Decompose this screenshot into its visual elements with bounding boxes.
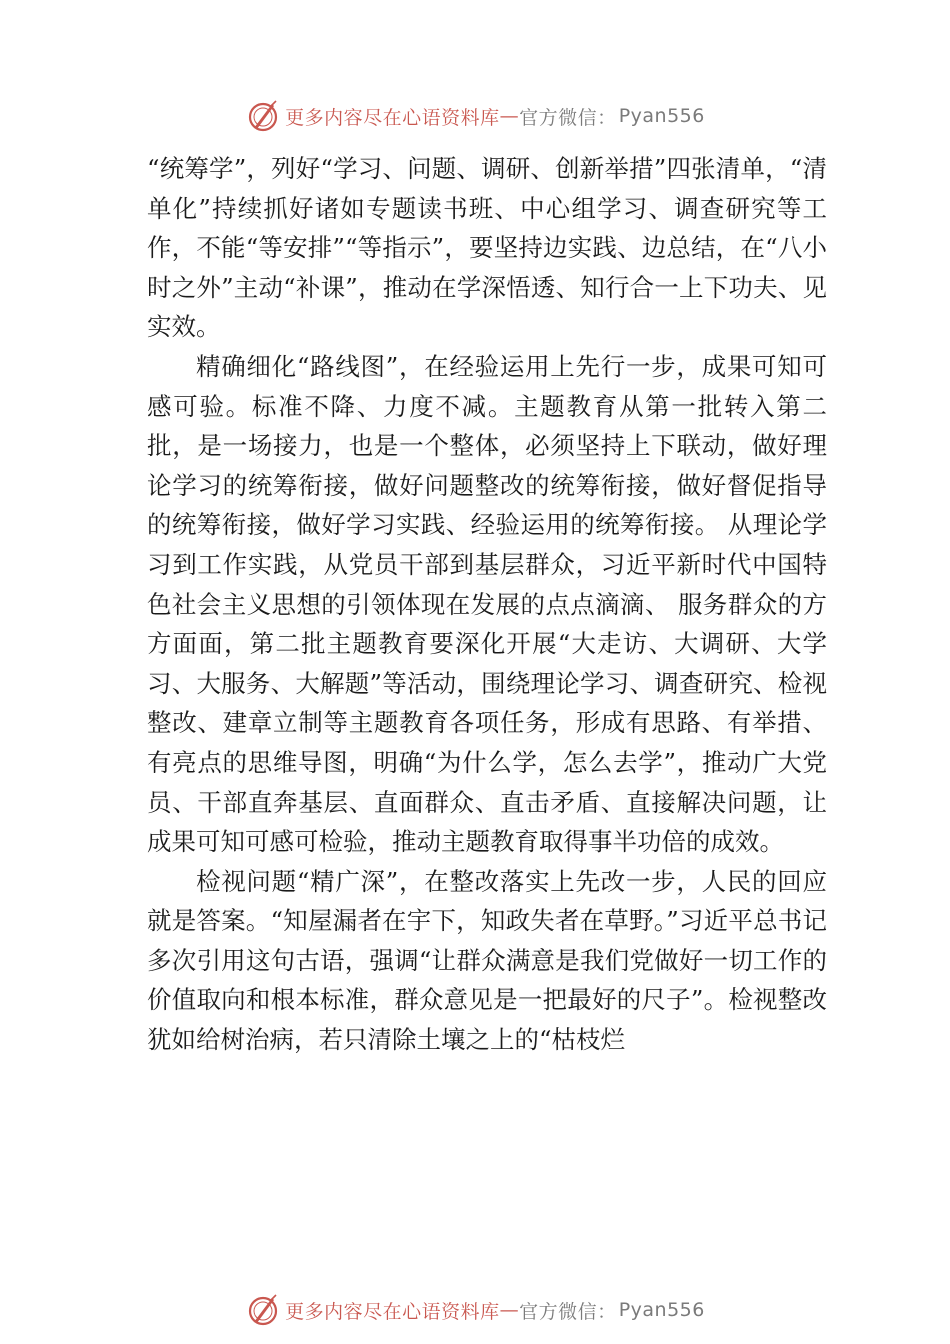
banner-account: Pyan556 xyxy=(618,1299,705,1321)
header-banner xyxy=(0,96,950,136)
paragraph-3: 检视问题“精广深”，在整改落实上先改一步，人民的回应就是答案。“知屋漏者在宇下，知政失者在草野。”习近平总书记多次引用这句古语，强调“让群众满意是我们党做好一切工作的价值取向和根本标准，群众意见是一把最好的尺子”。检视整改犹如给树治病，若只清除土壤之上的“枯枝烂 xyxy=(147,866,827,1055)
quill-seal-icon xyxy=(245,98,281,134)
banner-wechat-label: 官方微信： xyxy=(519,1300,617,1323)
document-body xyxy=(147,149,827,1060)
banner-brand: 更多内容尽在心语资料库 xyxy=(285,106,500,129)
banner-account: Pyan556 xyxy=(618,105,705,127)
banner-dash: — xyxy=(499,105,520,127)
footer-banner xyxy=(0,1290,950,1330)
paragraph-1: “统筹学”，列好“学习、问题、调研、创新举措”四张清单，“清单化”持续抓好诸如专题读书班、中心组学习、调查研究等工作，不能“等安排”“等指示”，要坚持边实践、边总结，在“八小时之外”主动“补课”，推动在学深悟透、知行合一上下功夫、见实效。 xyxy=(147,154,827,342)
quill-seal-icon xyxy=(245,1292,281,1328)
paragraph-2: 精确细化“路线图”，在经验运用上先行一步，成果可知可感可验。标准不降、力度不减。主题教育从第一批转入第二批，是一场接力，也是一个整体，必须坚持上下联动，做好理论学习的统筹衔接，做好问题整改的统筹衔接，做好督促指导的统筹衔接，做好学习实践、经验运用的统筹衔接。 从理论学习到工作实践，从党员干部到基层群众，习近平新时代中国特色社会主义思想的引领体现在发展的点点滴滴、 服务群众的方方面面，第二批主题教育要深化开展“大走访、大调研、大学习、大服务、大解题”等活动，围绕理论学习、调查研究、检视整改、建章立制等主题教育各项任务，形成有思路、有举措、有亮点的思维导图，明确“为什么学，怎么去学”，推动广大党员、干部直奔基层、直面群众、直击矛盾、直接解决问题，让成果可知可感可检验，推动主题教育取得事半功倍的成效。 xyxy=(147,351,827,857)
banner-wechat-label: 官方微信： xyxy=(519,106,617,129)
banner-dash: — xyxy=(499,1299,520,1321)
banner-brand: 更多内容尽在心语资料库 xyxy=(285,1300,500,1323)
